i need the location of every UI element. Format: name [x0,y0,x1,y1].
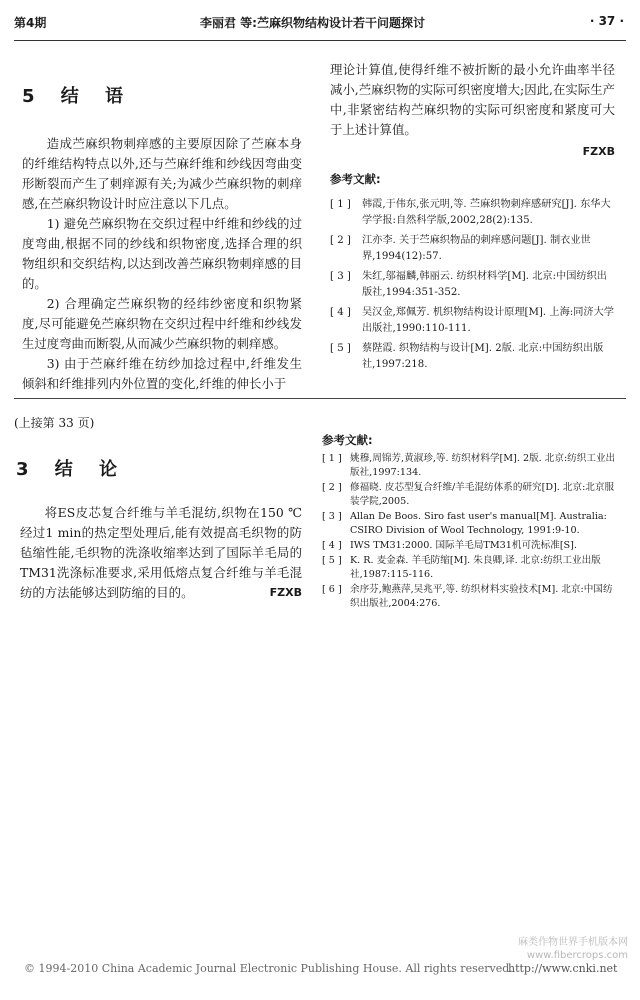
reference-item [322,452,617,480]
left-column-lower [14,414,302,603]
reference-text: 蔡陛霞. 织物结构与设计[M]. 2版. 北京:中国纺织出版社,1997:218. [362,343,604,370]
reference-item [322,539,617,553]
page-number: · 37 · [589,14,624,28]
fzxb-tag: FZXB [269,586,302,599]
reference-number: [ 4 ] [322,540,342,551]
reference-item [330,269,615,301]
reference-number: [ 3 ] [322,511,342,522]
reference-number: [ 1 ] [330,199,351,210]
watermark-line: www.fibercrops.com [526,950,628,961]
reference-item [322,583,617,611]
paragraph-continued: 理论计算值,使得纤维不被折断的最小允许曲率半径减小,苎麻织物的实际可织密度增大;因此,在实际生产中,非紧密结构苎麻织物的实际可织密度和紧度可大于上述计算值。 [330,62,615,137]
running-title: 李丽君 等:苎麻织物结构设计若干问题探讨 [200,16,425,30]
fzxb-tag: FZXB [582,145,615,158]
reference-number: [ 6 ] [322,584,342,595]
paragraph [14,503,302,603]
section-title-conclusion-2: 3 结 论 [16,459,128,480]
reference-item [330,233,615,265]
paragraph: 造成苎麻织物刺痒感的主要原因除了苎麻本身的纤维结构特点以外,还与苎麻纤维和纱线因弯曲变形断裂而产生了刺痒源有关;为减少苎麻织物的刺痒感,在苎麻织物设计时应注意以下几点。 [22,136,302,211]
reference-number: [ 2 ] [322,482,342,493]
copyright-notice: © 1994-2010 China Academic Journal Electronic Publishing House. All rights reserved. [24,962,513,975]
reference-text: Allan De Boos. Siro fast user's manual[M]. Australia: CSIRO Division of Wool Technology, 1991:9-10. [350,511,607,536]
references-list-1 [330,197,615,373]
reference-text: 姚穆,周锦芳,黄淑珍,等. 纺织材料学[M]. 2版. 北京:纺织工业出版社,1997:134. [350,453,616,478]
paragraph: 1) 避免苎麻织物在交织过程中纤维和纱线的过度弯曲,根据不同的纱线和织物密度,选择合理的织物组织和交织结构,以达到改善苎麻织物刺痒感的目的。 [22,216,302,291]
reference-item [330,197,615,229]
reference-item [322,510,617,538]
reference-item [322,481,617,509]
left-column-upper [22,82,302,394]
cnki-link[interactable]: http://www.cnki.net [508,962,618,975]
reference-number: [ 4 ] [330,307,351,318]
article-divider [14,398,626,399]
reference-number: [ 1 ] [322,453,342,464]
right-column-upper [330,60,615,377]
reference-text: 吴汉金,郑佩芳. 机织物结构设计原理[M]. 上海:同济大学出版社,1990:110-111. [362,307,614,334]
fzxb-tag-1-wrap [330,140,615,159]
references-heading: 参考文献: [330,172,381,186]
references-heading: 参考文献: [322,433,373,447]
continued-note: (上接第 33 页) [14,416,95,430]
reference-item [330,305,615,337]
reference-text: 余序芬,鲍燕萍,吴兆平,等. 纺织材料实验技术[M]. 北京:中国纺织出版社,2004:276. [350,584,613,609]
reference-text: 朱红,邬福麟,韩丽云. 纺织材料学[M]. 北京:中国纺织出版社,1994:351-352. [362,271,607,298]
paragraph: 3) 由于苎麻纤维在纺纱加捻过程中,纤维发生倾斜和纤维排列内外位置的变化,纤维的伸长小于 [22,356,302,391]
reference-number: [ 5 ] [330,343,351,354]
reference-text: 江亦李. 关于苎麻织物品的刺痒感问题[J]. 制衣业世界,1994(12):57. [362,235,591,262]
right-column-lower [322,432,617,612]
paragraph-text: 将ES皮芯复合纤维与羊毛混纺,织物在150 ℃经过1 min的热定型处理后,能有效提高毛织物的防毡缩性能,毛织物的洗涤收缩率达到了国际羊毛局的TM31洗涤标准要求,采用低熔点复合纤维与羊毛混纺的方法能够达到防缩的目的。 [20,505,302,600]
reference-text: K. R. 麦金森. 羊毛防缩[M]. 朱良卿,译. 北京:纺织工业出版社,1987:115-116. [350,555,601,580]
reference-number: [ 2 ] [330,235,351,246]
reference-number: [ 5 ] [322,555,342,566]
reference-text: 修福晓. 皮芯型复合纤维/羊毛混纺体系的研究[D]. 北京:北京服装学院,2005. [350,482,615,507]
watermark-line: 麻类作物世界手机版本网 [518,937,628,948]
reference-text: 韩霞,于伟东,张元明,等. 苎麻织物刺痒感研究[J]. 东华大学学报:自然科学版,2002,28(2):135. [362,199,611,226]
header-rule [14,40,626,41]
paragraph: 2) 合理确定苎麻织物的经纬纱密度和织物紧度,尽可能避免苎麻织物在交织过程中纤维和纱线发生过度弯曲而断裂,从而减少苎麻织物的刺痒感。 [22,296,302,351]
reference-number: [ 3 ] [330,271,351,282]
references-list-2 [322,452,617,611]
reference-item [330,341,615,373]
reference-text: IWS TM31:2000. 国际羊毛局TM31机可洗标准[S]. [350,540,577,551]
watermark [518,936,628,962]
reference-item [322,554,617,582]
issue-number: 第4期 [14,16,47,30]
section-title-conclusion: 5 结 语 [22,86,134,107]
